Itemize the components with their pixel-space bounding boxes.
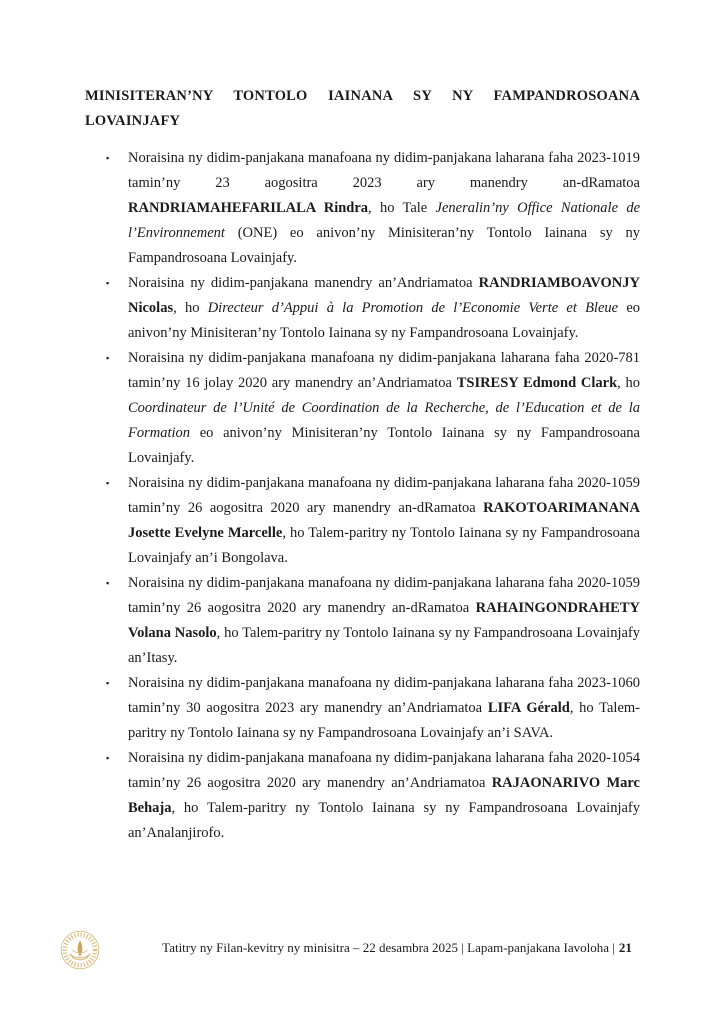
text-segment: Noraisina ny didim-panjakana manafoana ny didim-panjakana laharana faha 2020-781 tamin’ny 16 jolay 2020 ary manendry an’Andriamatoa — [128, 350, 640, 391]
bullet-item — [85, 271, 640, 346]
text-segment: Noraisina ny didim-panjakana manendry an’Andriamatoa — [128, 275, 479, 291]
text-segment: Coordinateur de l’Unité de Coordination de la Recherche, de l’Education et de la Formation — [128, 400, 640, 441]
text-segment: , ho Tale — [368, 200, 436, 216]
text-segment: , ho Talem-paritry ny Tontolo Iainana sy ny Fampandrosoana Lovainjafy an’i SAVA. — [128, 700, 641, 741]
bullet-item — [85, 346, 640, 471]
text-segment: eo anivon’ny Minisiteran’ny Tontolo Iainana sy ny Fampandrosoana Lovainjafy. — [128, 300, 641, 341]
text-segment: Jeneralin’ny Office Nationale de l’Environnement — [128, 200, 641, 241]
text-segment: LIFA Gérald — [487, 700, 570, 716]
page-number: 21 — [618, 940, 632, 955]
text-segment: RAHAINGONDRAHETY Volana Nasolo — [128, 600, 640, 641]
bullet-item — [85, 671, 640, 746]
text-segment: Noraisina ny didim-panjakana manafoana ny didim-panjakana laharana faha 2023-1019 tamin’ny 23 aogositra 2023 ary manendry an-dRamatoa — [128, 150, 640, 191]
page-title: MINISITERAN’NY TONTOLO IAINANA SY NY FAMPANDROSOANA LOVAINJAFY — [85, 88, 640, 129]
text-segment: (ONE) eo anivon’ny Minisiteran’ny Tontolo Iainana sy ny Fampandrosoana Lovainjafy. — [128, 225, 640, 266]
text-segment: Noraisina ny didim-panjakana manafoana ny didim-panjakana laharana faha 2023-1060 tamin’ny 30 aogositra 2023 ary manendry an’Andriamatoa — [128, 675, 640, 716]
text-segment: , ho — [173, 300, 208, 316]
text-segment: Directeur d’Appui à la Promotion de l’Economie Verte et Bleue — [207, 300, 619, 316]
bullet-item — [85, 746, 640, 846]
text-segment: TSIRESY Edmond Clark — [456, 375, 618, 391]
bullet-list — [85, 146, 640, 846]
bullet-item — [85, 146, 640, 271]
text-segment: Noraisina ny didim-panjakana manafoana ny didim-panjakana laharana faha 2020-1059 tamin’ny 26 aogositra 2020 ary manendry an-dRamatoa — [128, 575, 640, 616]
text-segment: RANDRIAMAHEFARILALA Rindra — [128, 200, 369, 216]
text-segment: , ho Talem-paritry ny Tontolo Iainana sy ny Fampandrosoana Lovainjafy an’Itasy. — [128, 625, 640, 666]
text-segment: Noraisina ny didim-panjakana manafoana ny didim-panjakana laharana faha 2020-1054 tamin’ny 26 aogositra 2020 ary manendry an’Andriamatoa — [128, 750, 640, 791]
text-segment: , ho Talem-paritry ny Tontolo Iainana sy ny Fampandrosoana Lovainjafy an’Analanjirofo. — [128, 800, 640, 841]
page-footer — [0, 926, 724, 974]
footer-report-label: Tatitry ny Filan-kevitry ny minisitra – 22 desambra 2025 | Lapam-panjakana Iavoloha | — [162, 940, 615, 955]
document-content — [85, 0, 640, 846]
bullet-item — [85, 571, 640, 671]
text-segment: RANDRIAMBOAVONJY Nicolas — [128, 275, 640, 316]
text-segment: eo anivon’ny Minisiteran’ny Tontolo Iainana sy ny Fampandrosoana Lovainjafy. — [128, 425, 640, 466]
footer-text — [0, 939, 724, 957]
text-segment: , ho Talem-paritry ny Tontolo Iainana sy ny Fampandrosoana Lovainjafy an’i Bongolava. — [128, 525, 640, 566]
text-segment: RAKOTOARIMANANA Josette Evelyne Marcelle — [128, 500, 640, 541]
text-segment: RAJAONARIVO Marc Behaja — [128, 775, 640, 816]
bullet-item — [85, 471, 640, 571]
text-segment: Noraisina ny didim-panjakana manafoana ny didim-panjakana laharana faha 2020-1059 tamin’ny 26 aogositra 2020 ary manendry an-dRamatoa — [128, 475, 640, 516]
text-segment: , ho — [617, 375, 641, 391]
